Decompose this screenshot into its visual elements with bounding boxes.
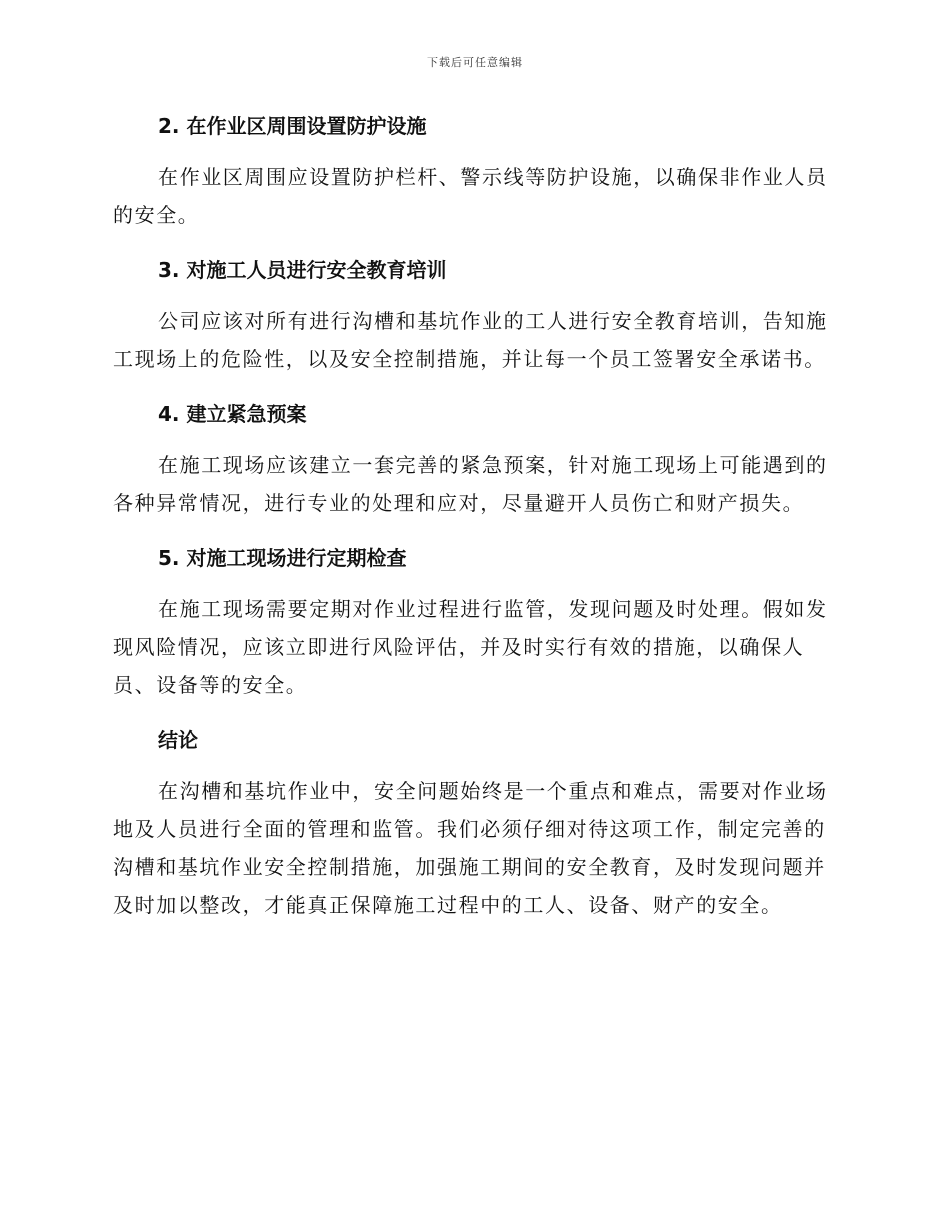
paragraph-line: 在施工现场应该建立一套完善的紧急预案，针对施工现场上可能遇到的 bbox=[158, 453, 828, 477]
paragraph-line: 在施工现场需要定期对作业过程进行监管，发现问题及时处理。假如发 bbox=[158, 597, 828, 621]
section-heading: 4. 建立紧急预案 bbox=[158, 402, 307, 426]
section-heading: 2. 在作业区周围设置防护设施 bbox=[158, 114, 427, 138]
paragraph-line: 现风险情况，应该立即进行风险评估，并及时实行有效的措施，以确保人 bbox=[113, 635, 805, 659]
paragraph-line: 各种异常情况，进行专业的处理和应对，尽量避开人员伤亡和财产损失。 bbox=[113, 491, 805, 515]
section-paragraph bbox=[113, 446, 833, 522]
section-paragraph bbox=[113, 772, 833, 924]
section-paragraph bbox=[113, 590, 833, 704]
page-header: 下载后可任意编辑 bbox=[427, 56, 523, 69]
paragraph-line: 及时加以整改，才能真正保障施工过程中的工人、设备、财产的安全。 bbox=[113, 893, 783, 917]
section-conclusion bbox=[113, 724, 833, 924]
section-protective-facilities bbox=[113, 110, 833, 234]
paragraph-line: 公司应该对所有进行沟槽和基坑作业的工人进行安全教育培训，告知施 bbox=[158, 309, 828, 333]
paragraph-line: 沟槽和基坑作业安全控制措施，加强施工期间的安全教育，及时发现问题并 bbox=[113, 855, 826, 879]
document-body bbox=[113, 110, 833, 944]
paragraph-line: 在作业区周围应设置防护栏杆、警示线等防护设施，以确保非作业人员 bbox=[158, 165, 828, 189]
section-paragraph bbox=[113, 158, 833, 234]
paragraph-line: 工现场上的危险性，以及安全控制措施，并让每一个员工签署安全承诺书。 bbox=[113, 347, 826, 371]
section-paragraph bbox=[113, 302, 833, 378]
section-emergency-plan bbox=[113, 398, 833, 522]
paragraph-line: 在沟槽和基坑作业中，安全问题始终是一个重点和难点，需要对作业场 bbox=[158, 779, 828, 803]
section-periodic-inspection bbox=[113, 542, 833, 704]
paragraph-line: 的安全。 bbox=[113, 203, 200, 227]
section-safety-training bbox=[113, 254, 833, 378]
section-heading: 结论 bbox=[158, 728, 198, 752]
section-heading: 3. 对施工人员进行安全教育培训 bbox=[158, 258, 447, 282]
section-heading: 5. 对施工现场进行定期检查 bbox=[158, 546, 407, 570]
paragraph-line: 地及人员进行全面的管理和监管。我们必须仔细对待这项工作，制定完善的 bbox=[113, 817, 826, 841]
paragraph-line: 员、设备等的安全。 bbox=[113, 673, 308, 697]
